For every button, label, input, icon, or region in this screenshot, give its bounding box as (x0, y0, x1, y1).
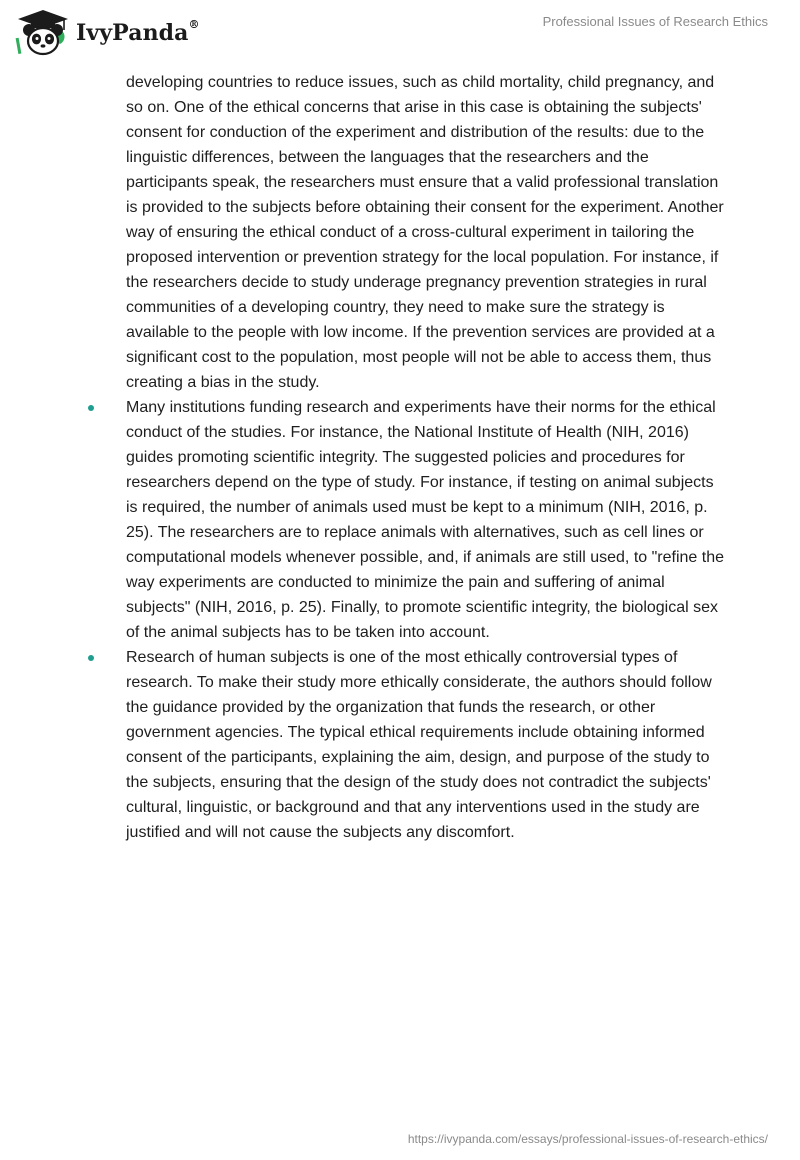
document-title: Professional Issues of Research Ethics (542, 14, 768, 29)
list-item (126, 645, 726, 845)
bullet-list (126, 395, 726, 845)
essay-body (126, 70, 726, 845)
page-header (0, 0, 800, 64)
list-item-text: Many institutions funding research and experiments have their norms for the ethical conduct of the studies. For instance, the National Institute of Health (NIH, 2016) guides promoting scientific integrity. The suggested policies and procedures for researchers depend on the type of study. For instance, if testing on animal subjects is required, the number of animals used must be kept to a minimum (NIH, 2016, p. 25). The researchers are to replace animals with alternatives, such as cell lines or computational models whenever possible, and, if animals are still used, to "refine the way experiments are conducted to minimize the pain and suffering of animal subjects" (NIH, 2016, p. 25). Finally, to promote scientific integrity, the biological sex of the animal subjects has to be taken into account. (126, 399, 724, 641)
bullet-icon (88, 655, 94, 661)
bullet-icon (88, 405, 94, 411)
intro-paragraph: developing countries to reduce issues, such as child mortality, child pregnancy, and so on. One of the ethical concerns that arise in this case is obtaining the subjects' consent for conduction of the experiment and distribution of the results: due to the linguistic differences, between the languages that the researchers and the participants speak, the researchers must ensure that a valid professional translation is provided to the subjects before obtaining their consent for the experiment. Another way of ensuring the ethical conduct of a cross-cultural experiment in tailoring the proposed intervention or prevention strategy for the local population. For instance, if the researchers decide to study underage pregnancy prevention strategies in rural communities of a developing country, they need to make sure the strategy is available to the people with low income. If the prevention services are provided at a significant cost to the population, most people will not be able to access them, thus creating a bias in the study. (126, 74, 724, 391)
ivypanda-logo[interactable] (14, 8, 200, 58)
brand-name-text: IvyPanda (76, 20, 189, 46)
source-url-link[interactable]: https://ivypanda.com/essays/professional-issues-of-research-ethics/ (407, 1132, 768, 1146)
brand-name (76, 20, 200, 46)
list-item (126, 395, 726, 645)
panda-graduate-icon (14, 8, 72, 58)
registered-mark: ® (188, 18, 200, 31)
list-item-text: Research of human subjects is one of the most ethically controversial types of research. To make their study more ethically considerate, the authors should follow the guidance provided by the organization that funds the research, or other government agencies. The typical ethical requirements include obtaining informed consent of the participants, explaining the aim, design, and purpose of the study to the subjects, ensuring that the design of the study does not contradict the subjects' cultural, linguistic, or background and that any interventions used in the study are justified and will not cause the subjects any discomfort. (126, 649, 712, 841)
